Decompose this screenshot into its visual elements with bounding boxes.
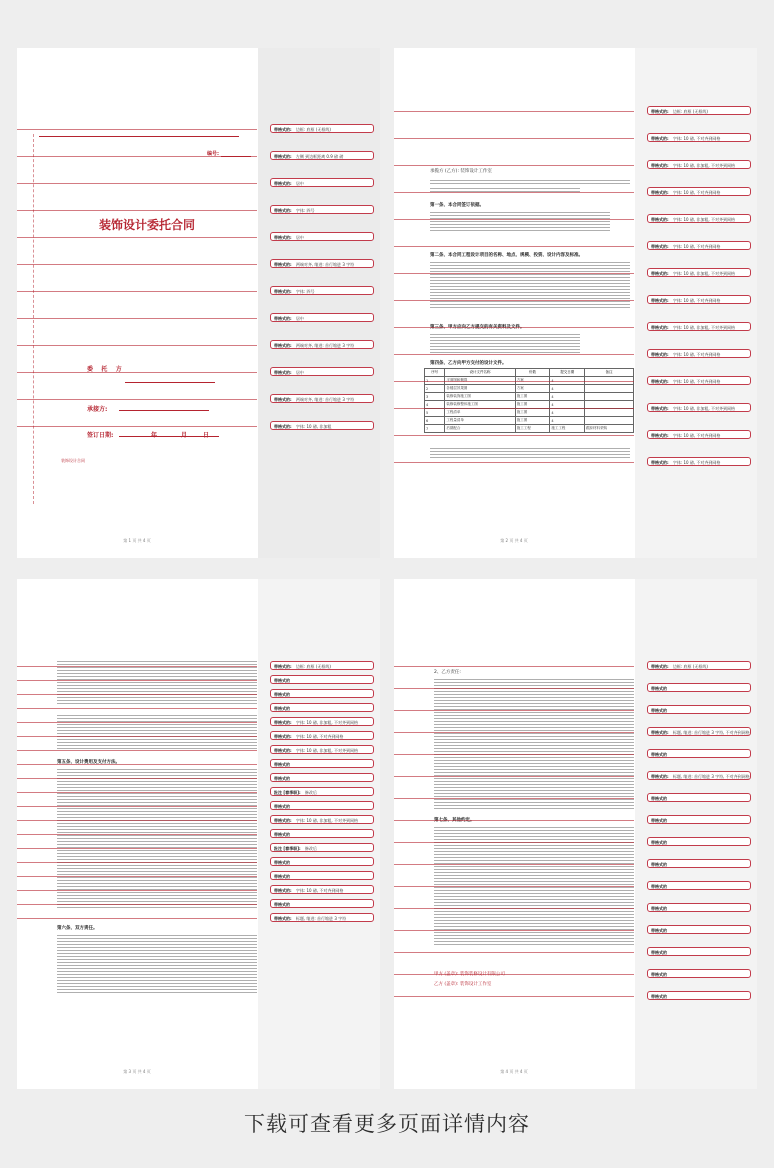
comment-connector (394, 776, 634, 777)
format-comment[interactable]: 带格式的: 两端对齐, 缩进: 首行缩进 3 字符 (270, 340, 374, 349)
table-cell: 4 (550, 409, 585, 417)
format-comment[interactable]: 带格式的: 左侧 到边框距离 0.9 磅 磅 (270, 151, 374, 160)
format-comment[interactable]: 带格式的: 边框: 底框 (无框线) (647, 106, 751, 115)
section-1-heading: 第一条、本合同签订依据。 (430, 203, 484, 208)
table-header-cell: 备注 (585, 369, 634, 377)
comment-connector (17, 918, 257, 919)
comment-connector (394, 886, 634, 887)
format-comment[interactable]: 带格式的 (647, 793, 751, 802)
text-block (434, 679, 634, 809)
table-row (425, 393, 634, 401)
document-page-4 (394, 579, 757, 1089)
party-a-signature: 甲方 (盖章): 装饰装修设计有限公司 (434, 972, 505, 977)
table-cell: 各楼层效果图 (445, 385, 515, 393)
format-comment[interactable]: 带格式的: 标题, 缩进: 首行缩进 3 字符, 不对齐到网格 (647, 727, 751, 736)
comment-connector (17, 318, 257, 319)
format-comment[interactable]: 批注 [春季职]: 修改后 (270, 787, 374, 796)
comment-connector (17, 736, 257, 737)
comment-connector (17, 820, 257, 821)
text-block (434, 827, 634, 947)
format-comment[interactable]: 带格式的: 字体: 10 磅, 非加粗, 不对齐到网格 (270, 815, 374, 824)
format-comment[interactable]: 带格式的: 字体: 10 磅, 非加粗, 不对齐到网格 (270, 745, 374, 754)
format-comment[interactable]: 带格式的 (270, 675, 374, 684)
party-a-label: 委 托 方 (87, 366, 122, 373)
comment-connector (394, 996, 634, 997)
format-comment[interactable]: 带格式的: 字体: 10 磅, 不对齐到网格 (647, 187, 751, 196)
comment-pane (635, 48, 757, 558)
contract-title: 装饰设计委托合同 (98, 218, 195, 232)
comment-connector (17, 264, 257, 265)
format-comment[interactable]: 带格式的: 字体: 10 磅, 不对齐到网格 (270, 885, 374, 894)
comment-connector (394, 974, 634, 975)
format-comment[interactable]: 带格式的: 字体: 10 磅, 非加粗, 不对齐到网格 (647, 214, 751, 223)
format-comment[interactable]: 带格式的 (647, 969, 751, 978)
table-cell: 施工图 (515, 409, 550, 417)
table-cell: 4 (550, 401, 585, 409)
contractor-line: 承揽方 (乙方): 装饰设计工作室 (430, 169, 492, 174)
comment-connector (17, 426, 257, 427)
table-cell: 工程量清单 (445, 417, 515, 425)
section-3-heading: 第三条、甲方应向乙方提交的有关资料及文件。 (430, 325, 525, 330)
format-comment[interactable]: 带格式的: 居中 (270, 313, 374, 322)
format-comment[interactable]: 带格式的 (647, 837, 751, 846)
table-row (425, 409, 634, 417)
format-comment[interactable]: 带格式的 (647, 947, 751, 956)
format-comment[interactable]: 带格式的 (270, 773, 374, 782)
table-cell: 4 (550, 417, 585, 425)
table-row (425, 385, 634, 393)
format-comment[interactable]: 带格式的 (270, 689, 374, 698)
comment-connector (394, 864, 634, 865)
party-b-field[interactable] (119, 410, 209, 411)
table-cell: 1 (425, 377, 445, 385)
table-cell: 装修装修整体施工图 (445, 401, 515, 409)
comment-connector (394, 246, 634, 247)
text-block (430, 212, 610, 232)
section-4-heading: 第四条、乙方向甲方交付的设计文件。 (430, 361, 507, 366)
party-a-field[interactable] (125, 382, 215, 383)
comment-connector (394, 462, 634, 463)
comment-connector (394, 273, 634, 274)
table-cell: 装修装饰施工图 (445, 393, 515, 401)
text-block (57, 935, 257, 995)
table-cell: 3 (425, 393, 445, 401)
section-6-heading: 第六条、双方责任。 (57, 926, 98, 931)
table-header-cell: 提交日期 (550, 369, 585, 377)
comment-connector (17, 372, 257, 373)
format-comment[interactable]: 带格式的 (647, 705, 751, 714)
format-comment[interactable]: 带格式的: 字体: 10 磅, 不对齐到网格 (647, 376, 751, 385)
table-cell: 4 (550, 385, 585, 393)
comment-connector (17, 680, 257, 681)
text-block (430, 262, 630, 308)
comment-pane (258, 48, 380, 558)
footer-tag: 装饰设计合同 (61, 458, 85, 463)
comment-connector (394, 354, 634, 355)
format-comment[interactable]: 带格式的: 字体: 10 磅, 不对齐到网格 (270, 731, 374, 740)
format-comment[interactable]: 带格式的: 字体: 10 磅, 非加粗, 不对齐到网格 (647, 160, 751, 169)
format-comment[interactable]: 带格式的: 两端对齐, 缩进: 首行缩进 3 字符 (270, 394, 374, 403)
page-number: 第 2 页 共 4 页 (500, 538, 528, 543)
format-comment[interactable]: 带格式的: 居中 (270, 178, 374, 187)
comment-connector (17, 694, 257, 695)
table-cell: 施工工程 (515, 425, 550, 433)
format-comment[interactable]: 带格式的 (647, 881, 751, 890)
comment-connector (394, 435, 634, 436)
comment-connector (17, 237, 257, 238)
comment-connector (17, 862, 257, 863)
comment-connector (394, 908, 634, 909)
comment-connector (394, 930, 634, 931)
format-comment[interactable]: 带格式的: 居中 (270, 232, 374, 241)
table-header-row (425, 369, 634, 377)
comment-connector (17, 848, 257, 849)
format-comment[interactable]: 带格式的: 字体: 10 磅, 不对齐到网格 (647, 430, 751, 439)
table-cell: 4 (425, 401, 445, 409)
table-cell: 4 (550, 393, 585, 401)
comment-connector (394, 327, 634, 328)
table-cell: 7 (425, 425, 445, 433)
comment-connector (17, 890, 257, 891)
comment-connector (394, 842, 634, 843)
comment-connector (17, 291, 257, 292)
table-header-cell: 份数 (515, 369, 550, 377)
format-comment[interactable]: 带格式的 (647, 925, 751, 934)
section-5-heading: 第五条、设计费用及支付方法。 (57, 760, 120, 765)
comment-connector (394, 165, 634, 166)
comment-connector (17, 129, 257, 130)
format-comment[interactable]: 带格式的 (647, 749, 751, 758)
comment-connector (394, 952, 634, 953)
format-comment[interactable]: 带格式的 (270, 801, 374, 810)
format-comment[interactable]: 带格式的: 标题, 缩进: 首行缩进 3 字符, 不对齐到网格 (647, 771, 751, 780)
comment-connector (394, 688, 634, 689)
comment-connector (17, 210, 257, 211)
table-cell: 跟踪材料采购 (585, 425, 634, 433)
table-cell: 后期配合 (445, 425, 515, 433)
header-rule (39, 136, 239, 137)
comment-pane (635, 579, 757, 1089)
comment-connector (17, 904, 257, 905)
comment-connector (17, 156, 257, 157)
format-comment[interactable]: 带格式的 (270, 829, 374, 838)
table-cell: 施工图 (515, 393, 550, 401)
table-cell: 2 (425, 385, 445, 393)
comment-connector (394, 666, 634, 667)
party-b-signature: 乙方 (盖章): 装饰设计工作室 (434, 982, 492, 987)
day-label: 日 (203, 432, 210, 439)
document-page-1 (17, 48, 380, 558)
format-comment[interactable]: 带格式的: 字体: 10 磅, 不对齐到网格 (647, 295, 751, 304)
comment-connector (17, 345, 257, 346)
format-comment[interactable]: 带格式的: 字体: 10 磅, 非加粗, 不对齐到网格 (647, 322, 751, 331)
document-page-2 (394, 48, 757, 558)
doc-number-label: 编号: (207, 151, 219, 157)
page-number: 第 4 页 共 4 页 (500, 1069, 528, 1074)
table-cell: 6 (425, 417, 445, 425)
comment-connector (394, 381, 634, 382)
format-comment[interactable]: 带格式的: 字体: 10 磅, 不对齐到网格 (647, 133, 751, 142)
format-comment[interactable]: 带格式的: 字体: 10 磅, 不对齐到网格 (647, 349, 751, 358)
format-comment[interactable]: 带格式的: 字体: 10 磅, 非加粗 (270, 421, 374, 430)
page-number: 第 1 页 共 4 页 (123, 538, 151, 543)
section-7-heading: 第七条、其他约定。 (434, 818, 475, 823)
sign-date-label: 签订日期: (87, 432, 114, 439)
comment-connector (394, 820, 634, 821)
comment-connector (17, 778, 257, 779)
table-row (425, 425, 634, 433)
page-number: 第 3 页 共 4 页 (123, 1069, 151, 1074)
format-comment[interactable]: 带格式的: 字体: 四号 (270, 286, 374, 295)
format-comment[interactable]: 带格式的 (647, 683, 751, 692)
comment-connector (17, 750, 257, 751)
format-comment[interactable]: 带格式的: 边框: 底框 (无框线) (647, 661, 751, 670)
comment-pane (258, 579, 380, 1089)
text-block (430, 334, 580, 354)
section-2-heading: 第二条、本合同工程设计项目的名称、地点、规模、投资、设计内容及标准。 (430, 253, 583, 258)
year-label: 年 (151, 432, 158, 439)
comment-connector (394, 111, 634, 112)
format-comment[interactable]: 带格式的: 居中 (270, 367, 374, 376)
text-block (430, 448, 630, 458)
table-cell (585, 417, 634, 425)
comment-connector (17, 806, 257, 807)
format-comment[interactable]: 带格式的: 字体: 10 磅, 不对齐到网格 (647, 457, 751, 466)
table-cell (585, 393, 634, 401)
comment-connector (394, 219, 634, 220)
format-comment[interactable]: 带格式的: 边框: 底框 (无框线) (270, 124, 374, 133)
comment-connector (394, 192, 634, 193)
table-row (425, 417, 634, 425)
table-cell: 施工工程 (550, 425, 585, 433)
table-cell: 方案 (515, 377, 550, 385)
table-cell: 4 (550, 377, 585, 385)
format-comment[interactable]: 带格式的 (270, 759, 374, 768)
format-comment[interactable]: 带格式的: 字体: 10 磅, 不对齐到网格 (647, 241, 751, 250)
format-comment[interactable]: 带格式的 (270, 703, 374, 712)
comment-connector (17, 708, 257, 709)
download-hint[interactable]: 下载可查看更多页面详情内容 (244, 1112, 530, 1136)
text-block (57, 661, 257, 705)
text-block (430, 180, 630, 186)
comment-connector (394, 408, 634, 409)
party-b-duty-heading: 2、乙方责任: (434, 670, 461, 675)
format-comment[interactable]: 批注 [春季职]: 修改后 (270, 843, 374, 852)
comment-connector (17, 764, 257, 765)
format-comment[interactable]: 带格式的 (647, 903, 751, 912)
format-comment[interactable]: 带格式的 (270, 871, 374, 880)
format-comment[interactable]: 带格式的: 标题, 缩进: 首行缩进 3 字符 (270, 913, 374, 922)
format-comment[interactable]: 带格式的 (647, 859, 751, 868)
table-cell (585, 385, 634, 393)
table-cell: 施工图 (515, 417, 550, 425)
format-comment[interactable]: 带格式的: 边框: 底框 (无框线) (270, 661, 374, 670)
table-header-cell: 设计文件名称 (445, 369, 515, 377)
format-comment[interactable]: 带格式的 (647, 991, 751, 1000)
document-page-3 (17, 579, 380, 1089)
comment-connector (394, 138, 634, 139)
format-comment[interactable]: 带格式的: 字体: 10 磅, 非加粗, 不对齐到网格 (647, 268, 751, 277)
comment-connector (394, 798, 634, 799)
table-cell: 工程清单 (445, 409, 515, 417)
table-header-cell: 序号 (425, 369, 445, 377)
text-block (57, 715, 257, 749)
text-block (57, 769, 257, 909)
comment-connector (17, 792, 257, 793)
format-comment[interactable]: 带格式的: 两端对齐, 缩进: 首行缩进 3 字符 (270, 259, 374, 268)
comment-connector (17, 876, 257, 877)
format-comment[interactable]: 带格式的: 字体: 四号 (270, 205, 374, 214)
format-comment[interactable]: 带格式的 (647, 815, 751, 824)
table-cell: 方案 (515, 385, 550, 393)
comment-connector (394, 732, 634, 733)
comment-connector (394, 710, 634, 711)
sign-date-field[interactable] (119, 436, 219, 437)
party-b-label: 承接方: (87, 406, 108, 413)
margin-marker (33, 134, 36, 504)
month-label: 月 (181, 432, 188, 439)
comment-connector (394, 300, 634, 301)
comment-connector (394, 754, 634, 755)
table-cell: 5 (425, 409, 445, 417)
comment-connector (17, 666, 257, 667)
comment-connector (17, 722, 257, 723)
comment-connector (17, 834, 257, 835)
text-block (430, 188, 580, 194)
format-comment[interactable]: 带格式的: 字体: 10 磅, 非加粗, 不对齐到网格 (647, 403, 751, 412)
format-comment[interactable]: 带格式的 (270, 899, 374, 908)
comment-connector (17, 183, 257, 184)
deliverables-table (424, 368, 634, 433)
table-cell: 施工图 (515, 401, 550, 409)
table-cell: 平面图和概算 (445, 377, 515, 385)
format-comment[interactable]: 带格式的: 字体: 10 磅, 非加粗, 不对齐到网格 (270, 717, 374, 726)
comment-connector (17, 399, 257, 400)
format-comment[interactable]: 带格式的 (270, 857, 374, 866)
table-cell (585, 409, 634, 417)
